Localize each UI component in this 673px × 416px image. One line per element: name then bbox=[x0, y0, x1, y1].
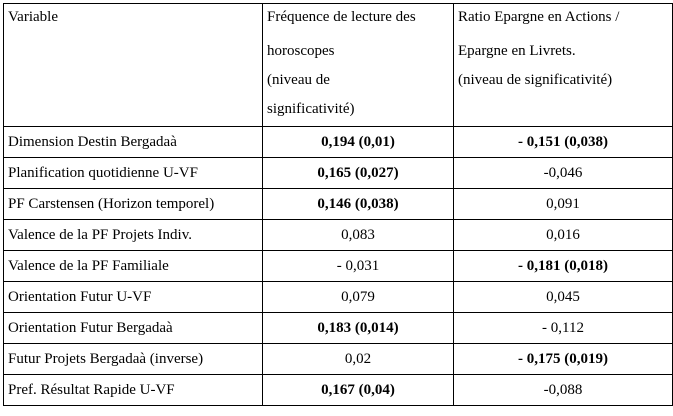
correlation-table bbox=[3, 3, 673, 406]
table-row bbox=[4, 220, 673, 251]
cell-horoscopes: 0,146 (0,038) bbox=[263, 189, 454, 220]
header-horoscopes-line: (niveau de bbox=[267, 72, 330, 88]
table-row bbox=[4, 189, 673, 220]
header-variable bbox=[4, 4, 263, 127]
cell-ratio: - 0,112 bbox=[454, 313, 673, 344]
cell-variable: PF Carstensen (Horizon temporel) bbox=[4, 189, 263, 220]
table-row bbox=[4, 251, 673, 282]
header-horoscopes-line: significativité) bbox=[267, 101, 355, 117]
table-row bbox=[4, 313, 673, 344]
table-row bbox=[4, 344, 673, 375]
cell-variable: Valence de la PF Projets Indiv. bbox=[4, 220, 263, 251]
header-row bbox=[4, 4, 673, 127]
cell-ratio: -0,046 bbox=[454, 158, 673, 189]
table-row bbox=[4, 127, 673, 158]
cell-ratio: 0,016 bbox=[454, 220, 673, 251]
header-horoscopes bbox=[263, 4, 454, 127]
cell-variable: Pref. Résultat Rapide U-VF bbox=[4, 375, 263, 406]
cell-horoscopes: 0,183 (0,014) bbox=[263, 313, 454, 344]
header-horoscopes-line: Fréquence de lecture des bbox=[267, 9, 416, 25]
cell-variable: Futur Projets Bergadaà (inverse) bbox=[4, 344, 263, 375]
cell-variable: Dimension Destin Bergadaà bbox=[4, 127, 263, 158]
cell-ratio: - 0,175 (0,019) bbox=[454, 344, 673, 375]
cell-horoscopes: 0,194 (0,01) bbox=[263, 127, 454, 158]
cell-horoscopes: 0,079 bbox=[263, 282, 454, 313]
header-variable-label: Variable bbox=[8, 9, 58, 25]
cell-ratio: 0,045 bbox=[454, 282, 673, 313]
header-ratio bbox=[454, 4, 673, 127]
cell-ratio: 0,091 bbox=[454, 189, 673, 220]
cell-variable: Orientation Futur U-VF bbox=[4, 282, 263, 313]
header-ratio-line: Ratio Epargne en Actions / bbox=[458, 9, 620, 25]
cell-ratio: - 0,181 (0,018) bbox=[454, 251, 673, 282]
table-body bbox=[4, 4, 673, 406]
cell-ratio: - 0,151 (0,038) bbox=[454, 127, 673, 158]
cell-horoscopes: 0,02 bbox=[263, 344, 454, 375]
cell-variable: Valence de la PF Familiale bbox=[4, 251, 263, 282]
cell-horoscopes: 0,165 (0,027) bbox=[263, 158, 454, 189]
cell-horoscopes: - 0,031 bbox=[263, 251, 454, 282]
cell-horoscopes: 0,167 (0,04) bbox=[263, 375, 454, 406]
cell-variable: Orientation Futur Bergadaà bbox=[4, 313, 263, 344]
table-row bbox=[4, 158, 673, 189]
table-row bbox=[4, 282, 673, 313]
header-horoscopes-line: horoscopes bbox=[267, 43, 335, 59]
table-row bbox=[4, 375, 673, 406]
cell-variable: Planification quotidienne U-VF bbox=[4, 158, 263, 189]
cell-ratio: -0,088 bbox=[454, 375, 673, 406]
cell-horoscopes: 0,083 bbox=[263, 220, 454, 251]
header-ratio-line: Epargne en Livrets. bbox=[458, 43, 576, 59]
header-ratio-line: (niveau de significativité) bbox=[458, 72, 613, 88]
